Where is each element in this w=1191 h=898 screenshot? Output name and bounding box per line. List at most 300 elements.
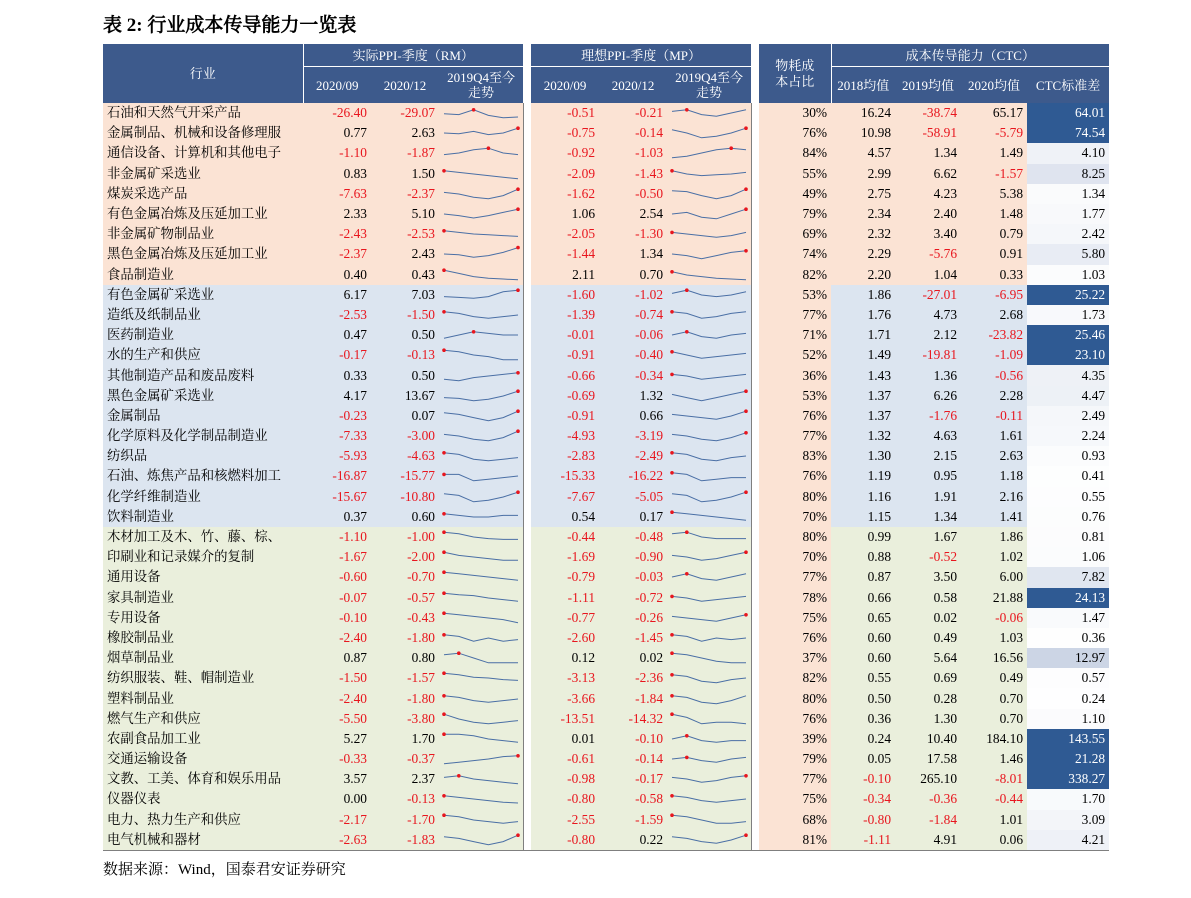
ctc-std: 1.73 (1027, 305, 1109, 325)
mp-2020-12: -1.02 (599, 285, 667, 305)
header-ctc-2018: 2018均值 (831, 67, 895, 104)
sparkline-path (672, 149, 746, 159)
rm-2020-09: -0.23 (303, 406, 371, 426)
ctc-2019: 1.67 (895, 527, 961, 547)
ctc-2020: 0.79 (961, 224, 1027, 244)
mp-trend (667, 628, 751, 648)
table-row (103, 184, 1109, 204)
sparkline-path (444, 231, 518, 237)
industry-name: 医药制造业 (103, 325, 303, 345)
sparkline-path (672, 352, 746, 358)
rm-trend (439, 709, 523, 729)
sparkline-peak-marker (472, 330, 476, 334)
industry-name: 交通运输设备 (103, 749, 303, 769)
sparkline (439, 224, 523, 244)
industry-name: 通信设备、计算机和其他电子 (103, 143, 303, 163)
sparkline (439, 184, 523, 204)
ctc-2018: 0.60 (831, 628, 895, 648)
rm-2020-09: 0.47 (303, 325, 371, 345)
rm-trend (439, 386, 523, 406)
sparkline (667, 366, 751, 386)
sparkline (439, 305, 523, 325)
ctc-2019: 4.73 (895, 305, 961, 325)
sparkline-path (672, 312, 746, 318)
consumption-share: 80% (759, 688, 831, 708)
consumption-share: 76% (759, 406, 831, 426)
mp-2020-12: -0.21 (599, 103, 667, 123)
rm-2020-09: -0.10 (303, 608, 371, 628)
sparkline (439, 709, 523, 729)
mp-2020-09: -2.83 (531, 446, 599, 466)
rm-2020-12: -10.80 (371, 487, 439, 507)
mp-2020-09: -2.60 (531, 628, 599, 648)
sparkline-path (444, 332, 518, 338)
mp-2020-12: -0.74 (599, 305, 667, 325)
industry-name: 水的生产和供应 (103, 345, 303, 365)
mp-trend (667, 285, 751, 305)
rm-2020-12: 2.43 (371, 244, 439, 264)
ctc-std: 338.27 (1027, 769, 1109, 789)
consumption-share: 36% (759, 365, 831, 385)
ctc-2019: 2.12 (895, 325, 961, 345)
sparkline (439, 628, 523, 648)
sparkline-peak-marker (744, 127, 748, 131)
ctc-std: 0.57 (1027, 668, 1109, 688)
sparkline (439, 325, 523, 345)
rm-trend (439, 285, 523, 305)
rm-trend (439, 507, 523, 527)
table-row (103, 386, 1109, 406)
sparkline-peak-marker (744, 389, 748, 393)
ctc-std: 1.70 (1027, 789, 1109, 809)
table-row (103, 244, 1109, 264)
mp-2020-12: -0.17 (599, 769, 667, 789)
rm-2020-09: -1.50 (303, 668, 371, 688)
mp-2020-12: 0.02 (599, 648, 667, 668)
industry-name: 有色金属矿采选业 (103, 285, 303, 305)
mp-2020-09: -0.01 (531, 325, 599, 345)
rm-2020-12: -0.37 (371, 749, 439, 769)
ctc-std: 5.80 (1027, 244, 1109, 264)
table-row (103, 588, 1109, 608)
sparkline-path (672, 714, 746, 724)
industry-name: 电气机械和器材 (103, 830, 303, 851)
mp-2020-09: -3.13 (531, 668, 599, 688)
table-row (103, 426, 1109, 446)
mp-trend (667, 830, 751, 851)
sparkline (439, 830, 523, 850)
mp-2020-12: -2.49 (599, 446, 667, 466)
mp-trend (667, 789, 751, 809)
sparkline (667, 224, 751, 244)
rm-2020-12: -4.63 (371, 446, 439, 466)
sparkline (439, 527, 523, 547)
ctc-2018: 2.34 (831, 204, 895, 224)
ctc-std: 74.54 (1027, 123, 1109, 143)
sparkline-peak-marker (685, 756, 689, 760)
sparkline-peak-marker (744, 490, 748, 494)
mp-trend (667, 709, 751, 729)
sparkline-peak-marker (744, 551, 748, 555)
ctc-2020: 0.70 (961, 709, 1027, 729)
ctc-2019: 10.40 (895, 729, 961, 749)
sparkline-path (444, 431, 518, 441)
rm-2020-12: 0.43 (371, 265, 439, 285)
sparkline-path (672, 391, 746, 401)
rm-2020-09: -15.67 (303, 487, 371, 507)
mp-2020-12: -0.72 (599, 588, 667, 608)
consumption-share: 49% (759, 184, 831, 204)
sparkline-peak-marker (685, 330, 689, 334)
mp-2020-12: -0.06 (599, 325, 667, 345)
sparkline (439, 345, 523, 365)
sparkline (667, 406, 751, 426)
sparkline-peak-marker (744, 833, 748, 837)
ctc-2018: 0.66 (831, 588, 895, 608)
sparkline-path (444, 796, 518, 803)
mp-2020-09: -1.39 (531, 305, 599, 325)
consumption-share: 77% (759, 567, 831, 587)
mp-2020-12: -2.36 (599, 668, 667, 688)
table-row (103, 749, 1109, 769)
mp-2020-09: -0.66 (531, 365, 599, 385)
ctc-2019: 2.40 (895, 204, 961, 224)
ctc-2020: 0.06 (961, 830, 1027, 851)
sparkline-peak-marker (670, 231, 674, 235)
sparkline-path (672, 675, 746, 683)
header-rm-group: 实际PPI-季度（RM） (303, 44, 523, 67)
mp-trend (667, 810, 751, 830)
table-row (103, 567, 1109, 587)
sparkline-peak-marker (442, 268, 446, 272)
mp-trend (667, 487, 751, 507)
sparkline (667, 729, 751, 749)
industry-name: 黑色金属冶炼及压延加工业 (103, 244, 303, 264)
ctc-2020: 1.48 (961, 204, 1027, 224)
mp-2020-09: -1.44 (531, 244, 599, 264)
ctc-2019: -5.76 (895, 244, 961, 264)
sparkline (667, 588, 751, 608)
industry-name: 印刷业和记录媒介的复制 (103, 547, 303, 567)
ctc-std: 4.21 (1027, 830, 1109, 851)
mp-2020-12: -0.34 (599, 365, 667, 385)
consumption-share: 70% (759, 547, 831, 567)
sparkline-path (444, 170, 518, 178)
sparkline-path (672, 653, 746, 663)
rm-trend (439, 406, 523, 426)
ctc-2018: -0.10 (831, 769, 895, 789)
sparkline-path (444, 492, 518, 502)
ctc-std: 1.03 (1027, 265, 1109, 285)
sparkline-peak-marker (516, 490, 520, 494)
sparkline (439, 143, 523, 163)
sparkline-peak-marker (744, 409, 748, 413)
sparkline-path (444, 149, 518, 155)
sparkline-path (444, 835, 518, 845)
sparkline-peak-marker (670, 471, 674, 475)
ctc-2020: 2.28 (961, 386, 1027, 406)
mp-2020-09: 0.54 (531, 507, 599, 527)
sparkline (439, 729, 523, 749)
sparkline (667, 709, 751, 729)
header-mp-2020-12: 2020/12 (599, 67, 667, 104)
sparkline-path (444, 714, 518, 724)
rm-trend (439, 446, 523, 466)
ctc-2018: 0.60 (831, 648, 895, 668)
rm-2020-12: 1.70 (371, 729, 439, 749)
rm-trend (439, 345, 523, 365)
sparkline-path (444, 189, 518, 199)
sparkline-peak-marker (729, 147, 733, 151)
consumption-share: 69% (759, 224, 831, 244)
mp-2020-12: -0.14 (599, 123, 667, 143)
rm-2020-09: -2.40 (303, 688, 371, 708)
ctc-2020: 1.18 (961, 466, 1027, 486)
sparkline (667, 749, 751, 769)
table-row (103, 345, 1109, 365)
consumption-share: 77% (759, 426, 831, 446)
industry-name: 化学原料及化学制品制造业 (103, 426, 303, 446)
sparkline-peak-marker (685, 530, 689, 534)
sparkline (667, 386, 751, 406)
table-row (103, 224, 1109, 244)
sparkline (667, 789, 751, 809)
mp-2020-09: -15.33 (531, 466, 599, 486)
ctc-2019: -19.81 (895, 345, 961, 365)
rm-2020-12: -15.77 (371, 466, 439, 486)
ctc-2018: 2.75 (831, 184, 895, 204)
sparkline-path (672, 411, 746, 419)
sparkline-path (672, 492, 746, 502)
mp-2020-09: -13.51 (531, 709, 599, 729)
rm-2020-12: 0.50 (371, 325, 439, 345)
rm-trend (439, 164, 523, 184)
rm-2020-09: -0.60 (303, 567, 371, 587)
rm-2020-09: -5.93 (303, 446, 371, 466)
ctc-2018: 1.43 (831, 365, 895, 385)
sparkline (667, 305, 751, 325)
ctc-2019: -1.84 (895, 810, 961, 830)
ctc-std: 25.46 (1027, 325, 1109, 345)
sparkline-path (444, 411, 518, 421)
mp-trend (667, 164, 751, 184)
consumption-share: 80% (759, 487, 831, 507)
sparkline (439, 123, 523, 143)
rm-trend (439, 769, 523, 789)
ctc-2020: 1.03 (961, 628, 1027, 648)
sparkline-path (672, 433, 746, 441)
industry-name: 非金属矿采选业 (103, 164, 303, 184)
ctc-std: 2.42 (1027, 224, 1109, 244)
ctc-std: 2.24 (1027, 426, 1109, 446)
ctc-2019: 0.69 (895, 668, 961, 688)
mp-2020-09: -0.51 (531, 103, 599, 123)
sparkline-peak-marker (744, 249, 748, 253)
rm-2020-12: -2.00 (371, 547, 439, 567)
mp-trend (667, 123, 751, 143)
sparkline-peak-marker (670, 310, 674, 314)
sparkline-peak-marker (472, 108, 476, 112)
rm-trend (439, 305, 523, 325)
rm-2020-09: -26.40 (303, 103, 371, 123)
sparkline-peak-marker (442, 551, 446, 555)
table-row (103, 265, 1109, 285)
rm-trend (439, 729, 523, 749)
mp-2020-12: -0.14 (599, 749, 667, 769)
mp-trend (667, 527, 751, 547)
sparkline-peak-marker (442, 712, 446, 716)
consumption-share: 77% (759, 305, 831, 325)
mp-2020-12: -0.50 (599, 184, 667, 204)
ctc-2018: 2.29 (831, 244, 895, 264)
mp-2020-12: 2.54 (599, 204, 667, 224)
mp-trend (667, 244, 751, 264)
mp-trend (667, 325, 751, 345)
sparkline-path (444, 734, 518, 742)
mp-2020-12: 0.66 (599, 406, 667, 426)
sparkline (667, 103, 751, 123)
rm-2020-09: 0.83 (303, 164, 371, 184)
ctc-2020: -0.44 (961, 789, 1027, 809)
rm-trend (439, 184, 523, 204)
mp-2020-09: -1.11 (531, 588, 599, 608)
header-rm-2020-12: 2020/12 (371, 67, 439, 104)
mp-trend (667, 224, 751, 244)
ctc-std: 8.25 (1027, 164, 1109, 184)
sparkline-peak-marker (516, 389, 520, 393)
rm-2020-12: -3.00 (371, 426, 439, 446)
mp-2020-12: -1.03 (599, 143, 667, 163)
sparkline-path (672, 128, 746, 138)
consumption-share: 78% (759, 588, 831, 608)
rm-2020-12: 2.37 (371, 769, 439, 789)
sparkline-peak-marker (516, 207, 520, 211)
rm-trend (439, 830, 523, 851)
ctc-2020: 21.88 (961, 588, 1027, 608)
industry-name: 食品制造业 (103, 265, 303, 285)
ctc-2018: 1.19 (831, 466, 895, 486)
sparkline-path (672, 776, 746, 782)
ctc-2019: -58.91 (895, 123, 961, 143)
sparkline-path (444, 312, 518, 318)
rm-trend (439, 365, 523, 385)
sparkline (667, 204, 751, 224)
sparkline-peak-marker (516, 187, 520, 191)
mp-2020-12: -0.40 (599, 345, 667, 365)
sparkline-path (444, 248, 518, 258)
ctc-2019: 5.64 (895, 648, 961, 668)
sparkline-peak-marker (442, 451, 446, 455)
mp-2020-09: 0.12 (531, 648, 599, 668)
sparkline-peak-marker (670, 510, 674, 514)
rm-trend (439, 628, 523, 648)
industry-name: 金属制品 (103, 406, 303, 426)
sparkline (439, 608, 523, 628)
rm-trend (439, 426, 523, 446)
consumption-share: 37% (759, 648, 831, 668)
sparkline (667, 769, 751, 789)
sparkline-path (672, 695, 746, 703)
consumption-share: 39% (759, 729, 831, 749)
ctc-std: 7.82 (1027, 567, 1109, 587)
industry-name: 仪器仪表 (103, 789, 303, 809)
sparkline-path (672, 552, 746, 560)
sparkline-path (444, 756, 518, 764)
ctc-2018: 0.65 (831, 608, 895, 628)
sparkline (439, 204, 523, 224)
source-note: 数据来源：Wind，国泰君安证券研究 (103, 862, 346, 878)
mp-2020-09: -0.80 (531, 830, 599, 851)
ctc-2020: 0.33 (961, 265, 1027, 285)
sparkline-peak-marker (457, 774, 461, 778)
rm-trend (439, 547, 523, 567)
mp-2020-12: -0.10 (599, 729, 667, 749)
table-row (103, 608, 1109, 628)
ctc-2020: 1.02 (961, 547, 1027, 567)
ctc-2018: 2.20 (831, 265, 895, 285)
ctc-2018: 0.05 (831, 749, 895, 769)
ctc-std: 0.93 (1027, 446, 1109, 466)
sparkline-path (444, 290, 518, 298)
ctc-2020: -1.57 (961, 164, 1027, 184)
sparkline-peak-marker (670, 652, 674, 656)
table-row (103, 325, 1109, 345)
sparkline-path (672, 453, 746, 461)
sparkline-path (672, 574, 746, 580)
sparkline-path (672, 110, 746, 116)
rm-trend (439, 244, 523, 264)
sparkline (439, 749, 523, 769)
sparkline (667, 527, 751, 547)
ctc-2018: -0.34 (831, 789, 895, 809)
sparkline (667, 265, 751, 285)
table-row (103, 769, 1109, 789)
rm-trend (439, 527, 523, 547)
sparkline-path (444, 573, 518, 581)
rm-2020-09: -2.37 (303, 244, 371, 264)
ctc-std: 23.10 (1027, 345, 1109, 365)
rm-2020-12: 7.03 (371, 285, 439, 305)
ctc-2018: 1.49 (831, 345, 895, 365)
table-row (103, 688, 1109, 708)
header-ctc-group: 成本传导能力（CTC） (831, 44, 1109, 67)
ctc-2019: 17.58 (895, 749, 961, 769)
sparkline-path (672, 736, 746, 742)
ctc-2019: 1.30 (895, 709, 961, 729)
ctc-std: 1.10 (1027, 709, 1109, 729)
rm-2020-09: -2.40 (303, 628, 371, 648)
rm-trend (439, 204, 523, 224)
ctc-2019: 3.40 (895, 224, 961, 244)
ctc-std: 0.55 (1027, 487, 1109, 507)
industry-name: 文教、工美、体育和娱乐用品 (103, 769, 303, 789)
ctc-2018: 1.30 (831, 446, 895, 466)
mp-2020-09: -1.62 (531, 184, 599, 204)
consumption-share: 79% (759, 749, 831, 769)
sparkline-peak-marker (442, 813, 446, 817)
ctc-std: 0.41 (1027, 466, 1109, 486)
mp-2020-09: -4.93 (531, 426, 599, 446)
rm-2020-09: 0.33 (303, 365, 371, 385)
header-rm-trend: 2019Q4至今走势 (439, 67, 523, 104)
sparkline (439, 366, 523, 386)
mp-trend (667, 103, 751, 123)
rm-2020-09: 0.77 (303, 123, 371, 143)
sparkline-peak-marker (442, 310, 446, 314)
mp-trend (667, 729, 751, 749)
sparkline-path (444, 635, 518, 641)
ctc-2019: 4.63 (895, 426, 961, 446)
